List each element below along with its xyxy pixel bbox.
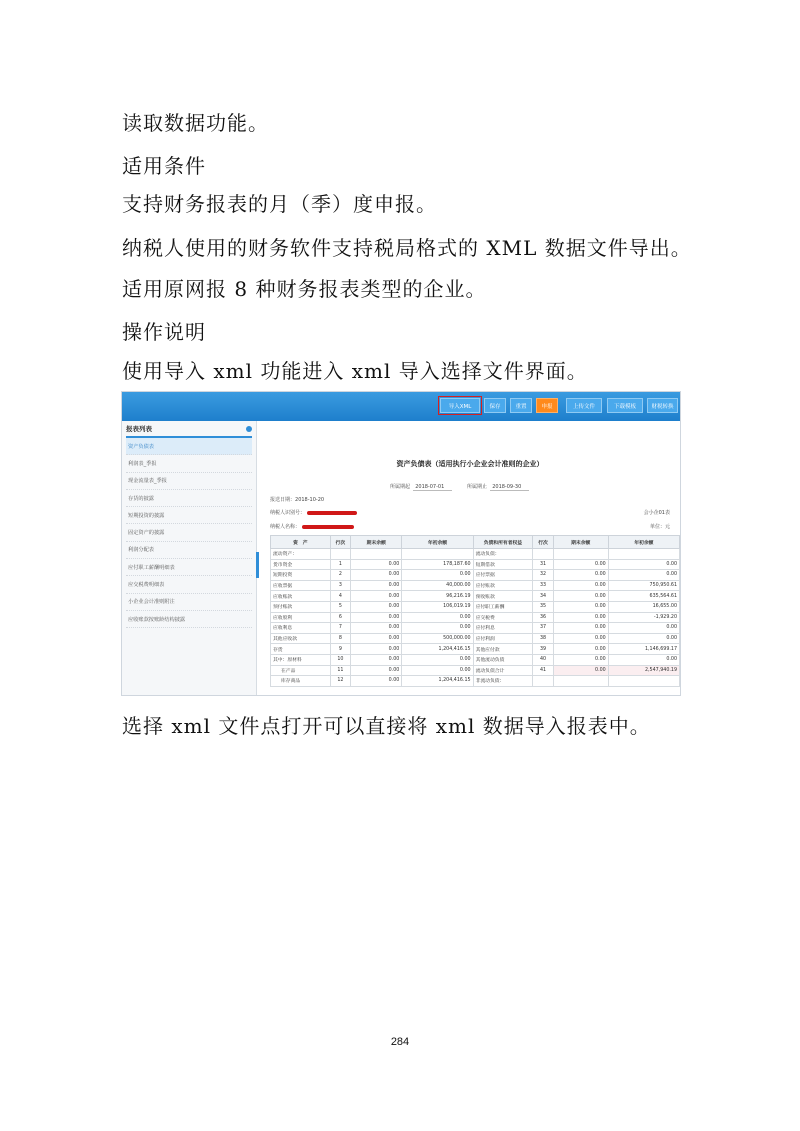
table-cell — [533, 549, 554, 560]
table-cell: 流动负债合计 — [473, 665, 533, 676]
table-row — [271, 612, 680, 623]
table-cell: 40 — [533, 654, 554, 665]
amount-cell[interactable]: 0.00 — [351, 601, 402, 612]
table-cell: 3 — [330, 580, 351, 591]
table-cell: 库存商品 — [271, 676, 331, 687]
reset-button[interactable]: 重置 — [510, 398, 532, 413]
amount-cell[interactable]: 0.00 — [608, 633, 679, 644]
balance-sheet-table — [270, 535, 680, 687]
table-row — [271, 676, 680, 687]
amount-cell[interactable]: 106,019.19 — [402, 601, 473, 612]
period-start: 所属期起 2018-07-01 — [390, 483, 452, 490]
filing-date: 报送日期：2018-10-20 — [270, 497, 325, 503]
amount-cell[interactable]: 500,000.00 — [402, 633, 473, 644]
amount-cell[interactable]: 0.00 — [351, 665, 402, 676]
table-cell: 流动资产： — [271, 549, 331, 560]
table-cell: 应付票据 — [473, 570, 533, 581]
amount-cell[interactable]: 635,564.61 — [608, 591, 679, 602]
upload-file-button[interactable]: 上传文件 — [566, 398, 602, 413]
toolbar — [122, 392, 680, 421]
heading-operation-instructions: 操作说明 — [122, 320, 206, 344]
amount-cell[interactable]: 0.00 — [351, 559, 402, 570]
table-cell — [553, 676, 608, 687]
amount-cell[interactable]: 0.00 — [351, 612, 402, 623]
page-number: 284 — [390, 1036, 410, 1048]
table-cell: 31 — [533, 559, 554, 570]
paragraph-operation: 使用导入 xml 功能进入 xml 导入选择文件界面。 — [122, 359, 588, 383]
report-list-sidebar — [122, 421, 257, 695]
table-cell — [351, 549, 402, 560]
table-header-row — [271, 536, 680, 549]
sidebar-item-fixed-assets[interactable]: 固定资产的披露 — [126, 524, 252, 541]
embedded-screenshot — [121, 391, 681, 696]
amount-cell[interactable]: 0.00 — [608, 654, 679, 665]
table-row — [271, 623, 680, 634]
table-cell: 应收股利 — [271, 612, 331, 623]
import-xml-button[interactable]: 导入XML — [440, 398, 480, 413]
amount-cell[interactable]: 0.00 — [608, 623, 679, 634]
table-cell: 9 — [330, 644, 351, 655]
sidebar-item-cash-flow[interactable]: 现金流量表_季报 — [126, 473, 252, 490]
sidebar-item-balance-sheet[interactable]: 资产负债表 — [126, 438, 252, 455]
amount-cell[interactable]: 0.00 — [351, 644, 402, 655]
table-cell: 36 — [533, 612, 554, 623]
amount-cell[interactable]: 0.00 — [608, 559, 679, 570]
table-row — [271, 665, 680, 676]
table-cell: 1 — [330, 559, 351, 570]
sidebar-item-taxes[interactable]: 应交税费明细表 — [126, 576, 252, 593]
table-cell: 其他应付款 — [473, 644, 533, 655]
sidebar-item-income-statement[interactable]: 利润表_季报 — [126, 455, 252, 472]
declare-button[interactable]: 申报 — [536, 398, 558, 413]
sidebar-header — [126, 421, 252, 438]
period-end: 所属期止 2018-09-30 — [467, 483, 529, 490]
amount-cell[interactable]: 0.00 — [351, 580, 402, 591]
amount-cell[interactable]: -1,929.20 — [608, 612, 679, 623]
col-row-no: 行次 — [330, 536, 351, 549]
col-begin-balance-2: 年初余额 — [608, 536, 679, 549]
table-cell: 8 — [330, 633, 351, 644]
table-cell: 其他流动负债 — [473, 654, 533, 665]
table-body — [271, 549, 680, 687]
table-cell: 应收票据 — [271, 580, 331, 591]
amount-cell[interactable]: 0.00 — [351, 623, 402, 634]
table-row — [271, 570, 680, 581]
amount-cell[interactable]: 0.00 — [351, 654, 402, 665]
table-row — [271, 580, 680, 591]
table-cell: 预收账款 — [473, 591, 533, 602]
table-cell — [330, 549, 351, 560]
table-cell — [402, 549, 473, 560]
period-end-value[interactable]: 2018-09-30 — [490, 484, 529, 491]
amount-cell[interactable]: 0.00 — [553, 580, 608, 591]
table-cell: 流动负债： — [473, 549, 533, 560]
paragraph-condition-3: 适用原网报 8 种财务报表类型的企业。 — [122, 277, 487, 301]
amount-cell[interactable]: 0.00 — [553, 570, 608, 581]
table-cell: 短期投资 — [271, 570, 331, 581]
amount-cell[interactable]: 0.00 — [402, 612, 473, 623]
table-cell: 应付利润 — [473, 633, 533, 644]
amount-cell[interactable]: 0.00 — [553, 559, 608, 570]
amount-cell[interactable]: 0.00 — [402, 570, 473, 581]
sidebar-item-short-investment[interactable]: 短期投资的披露 — [126, 507, 252, 524]
table-cell — [608, 549, 679, 560]
col-end-balance: 期末余额 — [351, 536, 402, 549]
amount-cell[interactable]: 2,547,940.19 — [608, 665, 679, 676]
amount-cell[interactable]: 0.00 — [553, 633, 608, 644]
table-cell: 短期借款 — [473, 559, 533, 570]
amount-cell[interactable]: 0.00 — [402, 654, 473, 665]
table-cell: 7 — [330, 623, 351, 634]
table-row — [271, 654, 680, 665]
sidebar-item-notes[interactable]: 小企业会计准则附注 — [126, 594, 252, 611]
col-begin-balance: 年初余额 — [402, 536, 473, 549]
finance-convert-button[interactable]: 财税转换 — [647, 398, 678, 413]
table-cell: 应付职工薪酬 — [473, 601, 533, 612]
col-row-no-2: 行次 — [533, 536, 554, 549]
sidebar-item-payroll[interactable]: 应付职工薪酬明细表 — [126, 559, 252, 576]
table-cell: 应付账款 — [473, 580, 533, 591]
table-cell: 2 — [330, 570, 351, 581]
table-cell: 在产品 — [271, 665, 331, 676]
table-row — [271, 644, 680, 655]
table-cell: 11 — [330, 665, 351, 676]
table-cell: 预付账款 — [271, 601, 331, 612]
table-cell — [608, 676, 679, 687]
col-assets: 资 产 — [271, 536, 331, 549]
table-cell: 4 — [330, 591, 351, 602]
table-cell: 34 — [533, 591, 554, 602]
amount-cell[interactable]: 0.00 — [553, 612, 608, 623]
table-cell — [553, 549, 608, 560]
table-cell: 32 — [533, 570, 554, 581]
table-cell — [533, 676, 554, 687]
amount-cell[interactable]: 178,187.60 — [402, 559, 473, 570]
amount-cell[interactable]: 0.00 — [553, 644, 608, 655]
table-cell: 12 — [330, 676, 351, 687]
amount-cell[interactable]: 0.00 — [402, 623, 473, 634]
amount-cell[interactable]: 0.00 — [608, 570, 679, 581]
table-cell: 其他应收款 — [271, 633, 331, 644]
amount-cell[interactable]: 750,950.61 — [608, 580, 679, 591]
table-cell: 应收利息 — [271, 623, 331, 634]
amount-cell[interactable]: 0.00 — [553, 601, 608, 612]
period-start-value[interactable]: 2018-07-01 — [413, 484, 452, 491]
heading-applicable-conditions: 适用条件 — [122, 154, 206, 178]
amount-cell[interactable]: 0.00 — [553, 623, 608, 634]
table-cell: 存货 — [271, 644, 331, 655]
table-row — [271, 633, 680, 644]
download-template-button[interactable]: 下载模板 — [607, 398, 643, 413]
table-cell: 6 — [330, 612, 351, 623]
table-cell: 货币资金 — [271, 559, 331, 570]
sidebar-item-profit-distribution[interactable]: 利润分配表 — [126, 542, 252, 559]
col-liabilities: 负债和所有者权益 — [473, 536, 533, 549]
table-cell: 33 — [533, 580, 554, 591]
report-title: 资产负债表（适用执行小企业会计准则的企业） — [396, 460, 544, 468]
table-cell: 35 — [533, 601, 554, 612]
amount-cell[interactable]: 1,204,416.15 — [402, 676, 473, 687]
settings-icon[interactable] — [246, 426, 252, 432]
table-cell: 41 — [533, 665, 554, 676]
table-cell: 38 — [533, 633, 554, 644]
table-row — [271, 591, 680, 602]
amount-cell[interactable]: 0.00 — [351, 591, 402, 602]
paragraph-condition-1: 支持财务报表的月（季）度申报。 — [122, 192, 437, 216]
save-button[interactable]: 保存 — [484, 398, 506, 413]
taxpayer-id: 纳税人识别号： — [270, 509, 357, 516]
table-cell: 5 — [330, 601, 351, 612]
table-row — [271, 559, 680, 570]
amount-cell[interactable]: 0.00 — [351, 676, 402, 687]
form-code: 会小企01表 — [643, 510, 670, 516]
amount-cell[interactable]: 40,000.00 — [402, 580, 473, 591]
sidebar-title: 报表列表 — [126, 425, 152, 433]
sidebar-item-inventory[interactable]: 存货的披露 — [126, 490, 252, 507]
sidebar-splitter[interactable] — [256, 552, 259, 578]
amount-cell[interactable]: 1,204,416.15 — [402, 644, 473, 655]
amount-cell[interactable]: 0.00 — [402, 665, 473, 676]
table-cell: 应交税费 — [473, 612, 533, 623]
unit-label: 单位：元 — [649, 524, 670, 530]
paragraph-after-screenshot: 选择 xml 文件点打开可以直接将 xml 数据导入报表中。 — [122, 714, 651, 738]
table-cell: 39 — [533, 644, 554, 655]
table-cell: 10 — [330, 654, 351, 665]
amount-cell[interactable]: 0.00 — [553, 654, 608, 665]
amount-cell[interactable]: 0.00 — [351, 633, 402, 644]
table-cell: 其中：原材料 — [271, 654, 331, 665]
amount-cell[interactable]: 0.00 — [553, 665, 608, 676]
amount-cell[interactable]: 1,146,699.17 — [608, 644, 679, 655]
table-cell: 37 — [533, 623, 554, 634]
paragraph-read-data: 读取数据功能。 — [122, 111, 269, 135]
table-row — [271, 549, 680, 560]
taxpayer-name: 纳税人名称： — [270, 523, 354, 530]
paragraph-condition-2: 纳税人使用的财务软件支持税局格式的 XML 数据文件导出。 — [122, 236, 692, 260]
amount-cell[interactable]: 96,216.19 — [402, 591, 473, 602]
table-row — [271, 601, 680, 612]
report-panel — [262, 421, 678, 695]
col-end-balance-2: 期末余额 — [553, 536, 608, 549]
amount-cell[interactable]: 16,655.00 — [608, 601, 679, 612]
amount-cell[interactable]: 0.00 — [351, 570, 402, 581]
table-cell: 应付利息 — [473, 623, 533, 634]
sidebar-item-receivables-aging[interactable]: 应收账款按账龄结构披露 — [126, 611, 252, 628]
amount-cell[interactable]: 0.00 — [553, 591, 608, 602]
table-cell: 应收账款 — [271, 591, 331, 602]
table-cell: 非流动负债： — [473, 676, 533, 687]
